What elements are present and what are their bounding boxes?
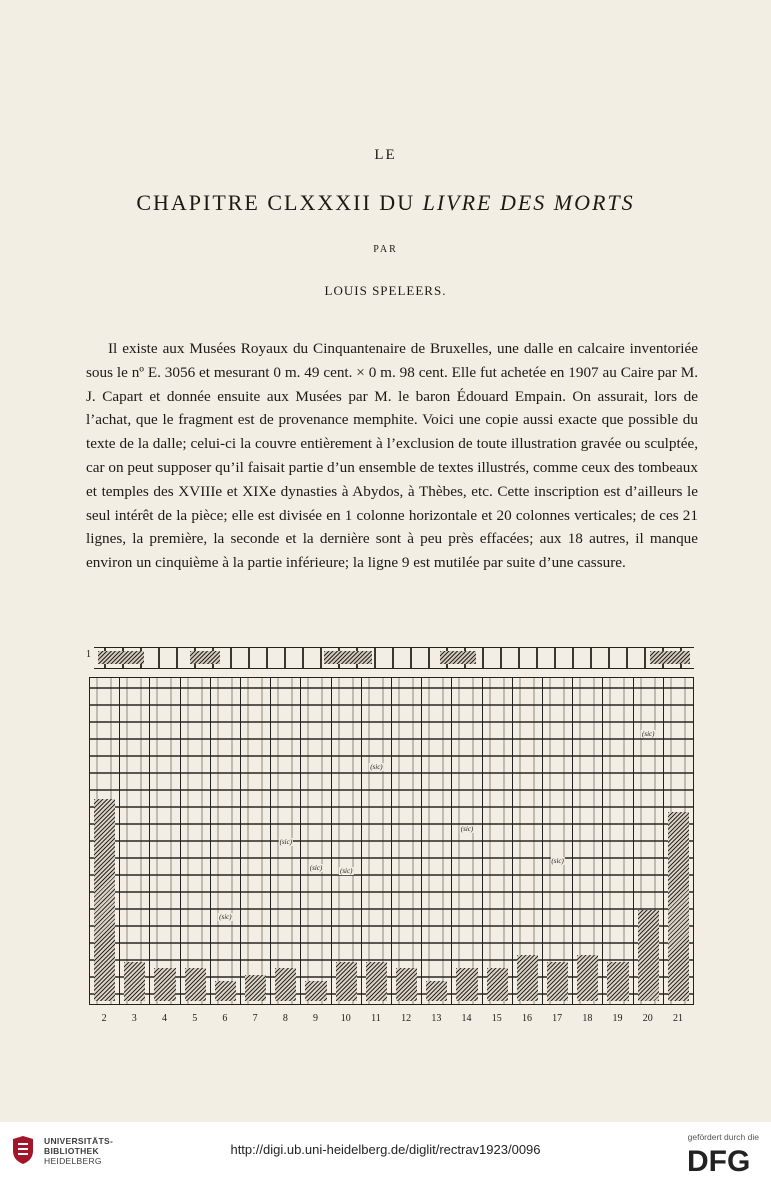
hieroglyph-column [634, 677, 664, 1005]
damaged-block [98, 651, 144, 664]
lost-section [305, 981, 326, 1001]
column-number: 2 [101, 1013, 107, 1024]
hieroglyph-column [150, 677, 180, 1005]
hieroglyph-column [483, 677, 513, 1005]
footer-bar [0, 1122, 771, 1182]
column-number: 16 [521, 1013, 532, 1024]
lost-section [607, 962, 628, 1001]
damaged-block [440, 651, 476, 664]
hieroglyph-column [513, 677, 543, 1005]
body-text [86, 337, 698, 575]
column-number: 3 [131, 1013, 137, 1024]
lost-section [185, 968, 206, 1001]
heading-le: LE [374, 147, 397, 163]
title-main: CHAPITRE CLXXXII DU [136, 190, 423, 215]
hieroglyph-column [452, 677, 482, 1005]
heading-par: PAR [373, 244, 398, 255]
column-number: 19 [612, 1013, 623, 1024]
hieroglyph-column [392, 677, 422, 1005]
funded-by-label: gefördert durch die [687, 1132, 759, 1142]
sic-label: (sic) [309, 863, 323, 872]
column-number: 14 [461, 1013, 472, 1024]
hieroglyph-column [332, 677, 362, 1005]
column-number: 15 [491, 1013, 502, 1024]
hieroglyph-column [543, 677, 573, 1005]
column-numbers [89, 1013, 693, 1024]
lost-section [215, 981, 236, 1001]
column-number: 11 [371, 1013, 381, 1024]
chapter-title [0, 190, 771, 216]
lost-section [396, 968, 417, 1001]
lost-section [275, 968, 296, 1001]
lost-section [336, 962, 357, 1001]
hieroglyph-column [181, 677, 211, 1005]
hieroglyph-column [422, 677, 452, 1005]
lost-section [638, 910, 659, 1001]
horizontal-line [94, 647, 694, 669]
author-name: LOUIS SPELEERS. [324, 283, 447, 298]
lost-section [154, 968, 175, 1001]
lost-section [124, 962, 145, 1001]
column-number: 5 [192, 1013, 198, 1024]
row-number: 1 [86, 649, 91, 660]
sic-label: (sic) [279, 837, 293, 846]
lost-section [456, 968, 477, 1001]
sic-label: (sic) [642, 730, 655, 739]
hieroglyph-column [211, 677, 241, 1005]
column-number: 10 [340, 1013, 351, 1024]
lost-section [487, 968, 508, 1001]
lost-section [668, 812, 689, 1001]
sic-label: (sic) [219, 912, 232, 921]
column-number: 18 [582, 1013, 593, 1024]
column-number: 9 [313, 1013, 319, 1024]
dfg-logo-text: DFG [687, 1145, 751, 1176]
hieroglyph-column [301, 677, 331, 1005]
lost-section [577, 955, 598, 1001]
sic-label: (sic) [339, 867, 353, 876]
damaged-block [650, 651, 690, 664]
hieroglyph-column [664, 677, 694, 1005]
sic-label: (sic) [551, 857, 564, 866]
column-number: 12 [401, 1013, 412, 1024]
page-url-link[interactable]: http://digi.ub.uni-heidelberg.de/diglit/rectrav1923/0096 [230, 1142, 541, 1157]
column-number: 13 [431, 1013, 442, 1024]
lost-section [517, 955, 538, 1001]
lost-section [547, 962, 568, 1001]
column-number: 8 [282, 1013, 288, 1024]
body-paragraph: Il existe aux Musées Royaux du Cinquantenaire de Bruxelles, une dalle en calcaire inventoriée sous le nº E. 3056 et mesurant 0 m. 49 cent. × 0 m. 98 cent. Elle fut achetée en 1907 au Caire par M. J. Capart et donnée ensuite aux Musées par M. le baron Édouard Empain. On assurait, lors de l’achat, que le fragment est de provenance memphite. Voici une copie aussi exacte que possible du texte de la dalle; celui-ci la couvre entièrement à l’exclusion de toute illustration gravée ou sculptée, car on peut supposer qu’il faisait partie d’un ensemble de textes illustrés, comme ceux des tombeaux et temples des XVIIIe et XIXe dynasties à Abydos, à Thèbes, etc. Cette inscription est d’ailleurs le seul intérêt de la pièce; elle est divisée en 1 colonne horizontale et 20 colonnes verticales; de ces 21 lignes, la première, la seconde et la dernière sont à peu près effacées; aux 18 autres, il manque environ un cinquième à la partie inférieure; la ligne 9 est mutilée par suite d’une cassure. [86, 340, 698, 572]
column-number: 17 [552, 1013, 563, 1024]
damaged-block [324, 651, 372, 664]
lost-section [366, 962, 387, 1001]
lost-section [245, 975, 266, 1001]
hieroglyph-columns [89, 677, 694, 1005]
hieroglyph-column [362, 677, 392, 1005]
lost-section [426, 981, 447, 1001]
hieroglyph-column [241, 677, 271, 1005]
dfg-logo-icon [687, 1144, 759, 1176]
damaged-block [190, 651, 220, 664]
hieroglyph-column [271, 677, 301, 1005]
library-line-3: HEIDELBERG [44, 1156, 102, 1166]
sic-label: (sic) [370, 762, 383, 771]
column-number: 7 [252, 1013, 258, 1024]
hieroglyph-column [573, 677, 603, 1005]
hieroglyph-column [603, 677, 633, 1005]
library-line-1: UNIVERSITÄTS- [44, 1136, 114, 1146]
column-number: 4 [162, 1013, 167, 1024]
column-number: 20 [642, 1013, 653, 1024]
title-italic: LIVRE DES MORTS [422, 190, 635, 215]
library-line-2: BIBLIOTHEK [44, 1146, 99, 1156]
hieroglyph-column [90, 677, 120, 1005]
sic-label: (sic) [460, 824, 474, 833]
column-number: 6 [222, 1013, 228, 1024]
column-number: 21 [672, 1013, 683, 1024]
hieroglyph-column [120, 677, 150, 1005]
lost-section [94, 799, 115, 1001]
